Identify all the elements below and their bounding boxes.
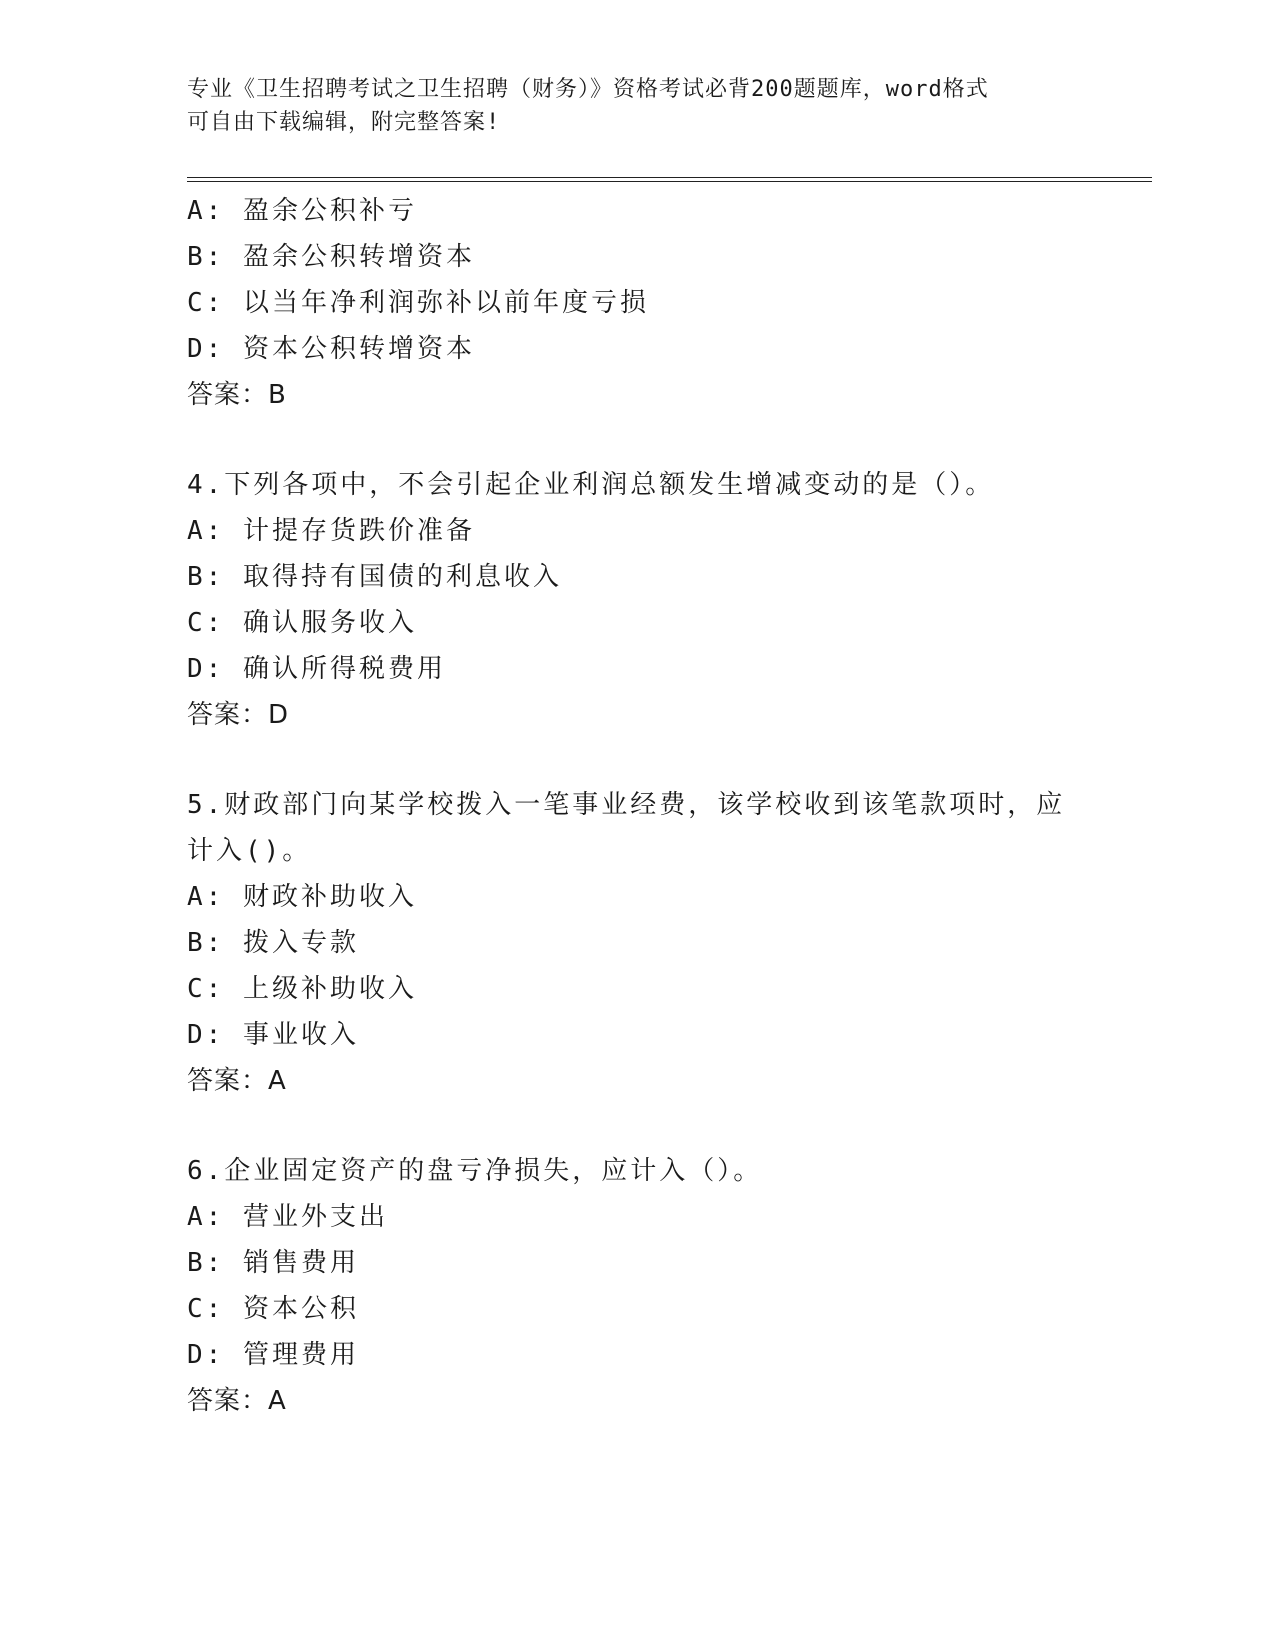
- option-a: A: 盈余公积补亏: [187, 196, 417, 226]
- answer-label: 答案：B: [187, 380, 287, 410]
- spacer: [187, 738, 1087, 782]
- option-c: C: 上级补助收入: [187, 974, 417, 1004]
- option-b: B: 取得持有国债的利息收入: [187, 562, 562, 592]
- question-5: [187, 782, 1087, 1104]
- option-c: C: 确认服务收入: [187, 608, 417, 638]
- option-d: D: 资本公积转增资本: [187, 334, 475, 364]
- question-stem: 4.下列各项中，不会引起企业利润总额发生增减变动的是（）。: [187, 470, 995, 500]
- option-b: B: 盈余公积转增资本: [187, 242, 475, 272]
- question-stem: 6.企业固定资产的盘亏净损失，应计入（）。: [187, 1156, 763, 1186]
- header-divider-top: [187, 177, 1152, 178]
- header-line-1: 专业《卫生招聘考试之卫生招聘（财务）》资格考试必背200题题库，word格式: [187, 77, 989, 102]
- header-divider-bottom: [187, 181, 1152, 182]
- option-d: D: 确认所得税费用: [187, 654, 446, 684]
- spacer: [187, 1104, 1087, 1148]
- question-6: [187, 1148, 1087, 1424]
- question-4: [187, 462, 1087, 738]
- answer-label: 答案：A: [187, 1386, 287, 1416]
- option-a: A: 营业外支出: [187, 1202, 388, 1232]
- question-stem-line-1: 5.财政部门向某学校拨入一笔事业经费，该学校收到该笔款项时，应: [187, 790, 1066, 820]
- option-c: C: 资本公积: [187, 1294, 359, 1324]
- option-d: D: 事业收入: [187, 1020, 359, 1050]
- option-a: A: 计提存货跌价准备: [187, 516, 475, 546]
- question-3: [187, 188, 1087, 418]
- option-b: B: 销售费用: [187, 1248, 359, 1278]
- document-header: [187, 73, 1067, 139]
- answer-label: 答案：A: [187, 1066, 287, 1096]
- spacer: [187, 418, 1087, 462]
- option-a: A: 财政补助收入: [187, 882, 417, 912]
- header-line-2: 可自由下载编辑，附完整答案!: [187, 110, 501, 135]
- question-stem-line-2: 计入()。: [187, 836, 312, 866]
- option-b: B: 拨入专款: [187, 928, 359, 958]
- option-c: C: 以当年净利润弥补以前年度亏损: [187, 288, 649, 318]
- option-d: D: 管理费用: [187, 1340, 359, 1370]
- answer-label: 答案：D: [187, 700, 290, 730]
- question-list: [187, 188, 1087, 1424]
